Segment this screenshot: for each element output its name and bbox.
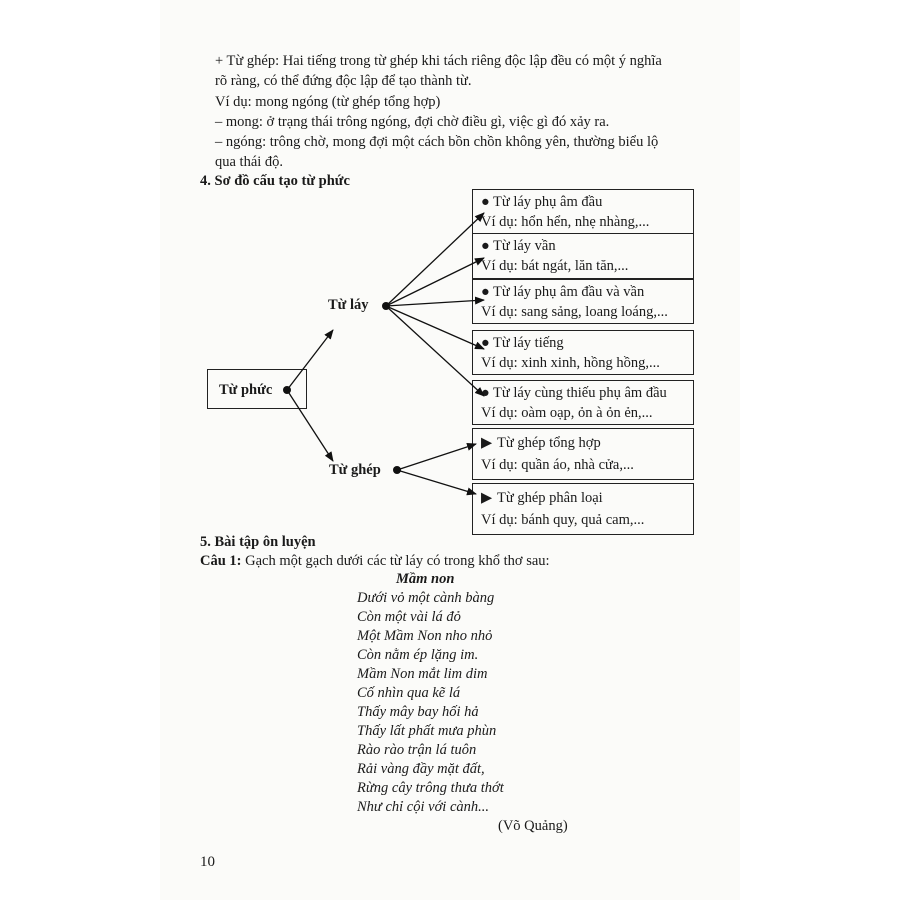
poem-line: Như chỉ cội với cành...	[357, 799, 490, 815]
bullet-dot: ●	[481, 238, 490, 254]
bullet-dot: ●	[481, 335, 490, 351]
branch-tu-lay-label: Từ láy	[328, 297, 369, 313]
diagram-item: ▶ Từ ghép phân loại Ví dụ: bánh quy, quả cam,...	[472, 483, 694, 535]
diagram-item: ● Từ láy tiếng Ví dụ: xinh xinh, hồng hồng,...	[472, 330, 694, 375]
diagram-item: ● Từ láy vần Ví dụ: bát ngát, lăn tăn,...	[472, 234, 694, 279]
poem-line: Thấy mây bay hối hả	[357, 704, 479, 720]
poem-author: (Võ Quảng)	[498, 818, 568, 834]
intro-line-2: rõ ràng, có thể đứng độc lập để tạo thành từ.	[215, 73, 472, 89]
poem-line: Rải vàng đầy mặt đất,	[357, 761, 485, 777]
intro-line-6: qua thái độ.	[215, 154, 284, 170]
poem-line: Thấy lất phất mưa phùn	[357, 723, 497, 739]
diagram-item: ● Từ láy phụ âm đầu và vần Ví dụ: sang sảng, loang loáng,...	[472, 279, 694, 324]
poem-line: Một Mầm Non nho nhỏ	[357, 628, 493, 644]
bullet-triangle: ▶	[481, 435, 493, 451]
diagram-item: ▶ Từ ghép tổng hợp Ví dụ: quần áo, nhà cửa,...	[472, 428, 694, 480]
bullet-dot: ●	[481, 194, 490, 210]
poem-line: Dưới vỏ một cành bàng	[357, 590, 495, 606]
poem-title: Mầm non	[396, 571, 455, 587]
poem-line: Mầm Non mắt lim dim	[357, 666, 488, 682]
poem-line: Còn một vài lá đỏ	[357, 609, 461, 625]
branch-tu-ghep-label: Từ ghép	[329, 462, 381, 478]
intro-line-5: – ngóng: trông chờ, mong đợi một cách bồn chồn không yên, thường biểu lộ	[215, 134, 659, 150]
bullet-triangle: ▶	[481, 490, 493, 506]
bullet-dot: ●	[481, 284, 490, 300]
question-1: Câu 1: Gạch một gạch dưới các từ láy có trong khổ thơ sau:	[200, 553, 550, 569]
poem-line: Rừng cây trông thưa thớt	[357, 780, 504, 796]
diagram-item: ● Từ láy cùng thiếu phụ âm đầu Ví dụ: oàm oạp, ỏn à ỏn ẻn,...	[472, 380, 694, 425]
root-label: Từ phức	[219, 382, 273, 398]
poem-line: Rào rào trận lá tuôn	[357, 742, 477, 758]
intro-line-4: – mong: ở trạng thái trông ngóng, đợi chờ điều gì, việc gì đó xảy ra.	[215, 114, 610, 130]
section-4-heading: 4. Sơ đồ cấu tạo từ phức	[200, 173, 350, 189]
poem-line: Cố nhìn qua kẽ lá	[357, 685, 461, 701]
diagram-item: ● Từ láy phụ âm đầu Ví dụ: hổn hển, nhẹ nhàng,...	[472, 189, 694, 234]
section-5-heading: 5. Bài tập ôn luyện	[200, 534, 316, 550]
intro-line-3: Ví dụ: mong ngóng (từ ghép tổng hợp)	[215, 94, 441, 110]
poem-line: Còn nằm ép lặng im.	[357, 647, 479, 663]
bullet-dot: ●	[481, 385, 490, 401]
intro-line-1: + Từ ghép: Hai tiếng trong từ ghép khi tách riêng độc lập đều có một ý nghĩa	[215, 53, 662, 69]
page-number: 10	[200, 854, 215, 870]
